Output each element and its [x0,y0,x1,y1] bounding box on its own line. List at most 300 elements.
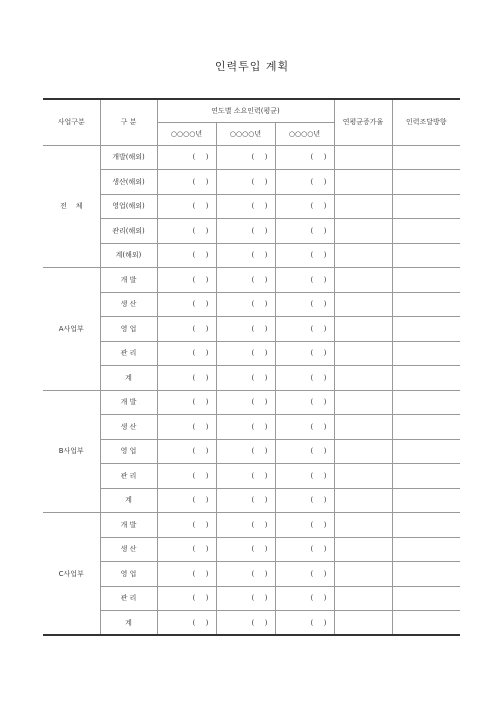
open-paren: ( [192,471,196,480]
close-paren: ) [205,471,209,480]
year-3-value-cell[interactable] [275,586,334,611]
year-1-value-cell[interactable] [157,439,216,464]
paren-pair [217,276,275,284]
open-paren: ( [310,324,314,333]
paren-pair [217,300,275,308]
growth-rate-cell[interactable] [334,586,392,611]
table-row [43,537,460,562]
paren-pair [276,153,334,161]
open-paren: ( [310,177,314,186]
table-row [43,292,460,317]
close-paren: ) [323,496,327,505]
close-paren: ) [264,349,268,358]
table-row [43,439,460,464]
close-paren: ) [323,275,327,284]
open-paren: ( [251,422,255,431]
paren-pair [158,447,216,455]
paren-pair [276,496,334,504]
category-cell: 영 업 [100,317,157,342]
paren-pair [276,398,334,406]
close-paren: ) [323,153,327,162]
header-year-1: ○○○○년 [157,122,216,145]
year-1-value-cell[interactable] [157,219,216,244]
category-cell: 계 [100,611,157,636]
growth-rate-cell[interactable] [334,390,392,415]
paren-pair [158,276,216,284]
header-procurement: 인력조달방향 [392,99,460,145]
close-paren: ) [205,618,209,627]
year-1-value-cell[interactable] [157,366,216,391]
category-cell: 계(해외) [100,243,157,268]
open-paren: ( [310,226,314,235]
open-paren: ( [251,594,255,603]
close-paren: ) [264,520,268,529]
table-row [43,415,460,440]
close-paren: ) [205,177,209,186]
close-paren: ) [264,594,268,603]
procurement-cell[interactable] [392,513,460,538]
close-paren: ) [264,251,268,260]
paren-pair [217,398,275,406]
growth-rate-cell[interactable] [334,268,392,293]
open-paren: ( [192,594,196,603]
close-paren: ) [264,373,268,382]
open-paren: ( [310,398,314,407]
close-paren: ) [205,324,209,333]
close-paren: ) [205,520,209,529]
open-paren: ( [251,153,255,162]
paren-pair [217,570,275,578]
year-1-value-cell[interactable] [157,268,216,293]
year-2-value-cell[interactable] [216,390,275,415]
procurement-cell[interactable] [392,586,460,611]
growth-rate-cell[interactable] [334,292,392,317]
paren-pair [158,570,216,578]
paren-pair [217,423,275,431]
close-paren: ) [264,471,268,480]
close-paren: ) [264,618,268,627]
paren-pair [217,153,275,161]
open-paren: ( [251,398,255,407]
division-cell: 전 체 [43,145,100,268]
division-cell: C사업부 [43,513,100,636]
year-1-value-cell[interactable] [157,170,216,195]
open-paren: ( [192,545,196,554]
year-2-value-cell[interactable] [216,586,275,611]
year-1-value-cell[interactable] [157,292,216,317]
close-paren: ) [205,398,209,407]
procurement-cell[interactable] [392,268,460,293]
open-paren: ( [192,349,196,358]
table-row [43,586,460,611]
close-paren: ) [205,226,209,235]
procurement-cell[interactable] [392,317,460,342]
paren-pair [158,545,216,553]
close-paren: ) [205,373,209,382]
category-cell: 개 발 [100,390,157,415]
procurement-cell[interactable] [392,219,460,244]
open-paren: ( [192,300,196,309]
procurement-cell[interactable] [392,390,460,415]
category-cell: 개발(해외) [100,145,157,170]
paren-pair [158,398,216,406]
year-3-value-cell[interactable] [275,268,334,293]
year-3-value-cell[interactable] [275,292,334,317]
growth-rate-cell[interactable] [334,513,392,538]
procurement-cell[interactable] [392,415,460,440]
table-row [43,268,460,293]
open-paren: ( [192,398,196,407]
paren-pair [276,545,334,553]
year-3-value-cell[interactable] [275,170,334,195]
procurement-cell[interactable] [392,488,460,513]
category-cell: 관리(해외) [100,219,157,244]
close-paren: ) [323,471,327,480]
open-paren: ( [251,349,255,358]
table-row [43,317,460,342]
open-paren: ( [251,545,255,554]
header-growth-rate: 연평균증가율 [334,99,392,145]
close-paren: ) [205,594,209,603]
open-paren: ( [192,275,196,284]
category-cell: 개 발 [100,268,157,293]
open-paren: ( [192,324,196,333]
table-row [43,341,460,366]
open-paren: ( [251,520,255,529]
close-paren: ) [264,153,268,162]
open-paren: ( [310,373,314,382]
open-paren: ( [251,447,255,456]
open-paren: ( [251,618,255,627]
procurement-cell[interactable] [392,562,460,587]
paren-pair [158,178,216,186]
procurement-cell[interactable] [392,439,460,464]
year-2-value-cell[interactable] [216,341,275,366]
procurement-cell[interactable] [392,170,460,195]
close-paren: ) [264,447,268,456]
year-1-value-cell[interactable] [157,415,216,440]
open-paren: ( [192,422,196,431]
open-paren: ( [192,226,196,235]
procurement-cell[interactable] [392,292,460,317]
close-paren: ) [323,594,327,603]
paren-pair [158,251,216,259]
growth-rate-cell[interactable] [334,464,392,489]
year-3-value-cell[interactable] [275,464,334,489]
paren-pair [217,202,275,210]
year-1-value-cell[interactable] [157,611,216,636]
table-row [43,390,460,415]
paren-pair [158,300,216,308]
close-paren: ) [205,447,209,456]
close-paren: ) [264,422,268,431]
paren-pair [217,227,275,235]
growth-rate-cell[interactable] [334,562,392,587]
growth-rate-cell[interactable] [334,366,392,391]
year-1-value-cell[interactable] [157,537,216,562]
table-row [43,562,460,587]
year-3-value-cell[interactable] [275,537,334,562]
year-2-value-cell[interactable] [216,488,275,513]
paren-pair [158,349,216,357]
open-paren: ( [192,202,196,211]
manpower-plan-table [43,98,460,636]
table-row [43,366,460,391]
open-paren: ( [251,324,255,333]
open-paren: ( [310,594,314,603]
paren-pair [217,447,275,455]
paren-pair [276,202,334,210]
open-paren: ( [310,153,314,162]
year-2-value-cell[interactable] [216,219,275,244]
year-2-value-cell[interactable] [216,611,275,636]
open-paren: ( [251,202,255,211]
category-cell: 영 업 [100,439,157,464]
year-2-value-cell[interactable] [216,292,275,317]
year-1-value-cell[interactable] [157,390,216,415]
paren-pair [217,251,275,259]
table-row [43,219,460,244]
page-title: 인력투입 계획 [214,60,290,73]
open-paren: ( [310,422,314,431]
year-2-value-cell[interactable] [216,268,275,293]
procurement-cell[interactable] [392,145,460,170]
paren-pair [217,545,275,553]
growth-rate-cell[interactable] [334,488,392,513]
year-2-value-cell[interactable] [216,537,275,562]
open-paren: ( [192,153,196,162]
close-paren: ) [323,300,327,309]
open-paren: ( [310,569,314,578]
close-paren: ) [205,300,209,309]
procurement-cell[interactable] [392,243,460,268]
table-row [43,170,460,195]
close-paren: ) [205,545,209,554]
close-paren: ) [205,153,209,162]
year-3-value-cell[interactable] [275,317,334,342]
year-3-value-cell[interactable] [275,194,334,219]
paren-pair [276,300,334,308]
growth-rate-cell[interactable] [334,317,392,342]
open-paren: ( [251,300,255,309]
category-cell: 영 업 [100,562,157,587]
close-paren: ) [205,496,209,505]
header-demand-group: 연도별 소요인력(평균) [157,99,334,122]
year-1-value-cell[interactable] [157,513,216,538]
category-cell: 생 산 [100,415,157,440]
year-2-value-cell[interactable] [216,317,275,342]
paren-pair [158,619,216,627]
year-3-value-cell[interactable] [275,145,334,170]
open-paren: ( [192,569,196,578]
open-paren: ( [310,520,314,529]
paren-pair [158,227,216,235]
category-cell: 계 [100,366,157,391]
plan-body [43,145,460,635]
paren-pair [217,496,275,504]
year-1-value-cell[interactable] [157,488,216,513]
year-2-value-cell[interactable] [216,562,275,587]
year-2-value-cell[interactable] [216,145,275,170]
close-paren: ) [205,422,209,431]
close-paren: ) [323,422,327,431]
year-1-value-cell[interactable] [157,464,216,489]
year-3-value-cell[interactable] [275,611,334,636]
procurement-cell[interactable] [392,464,460,489]
paren-pair [158,153,216,161]
year-3-value-cell[interactable] [275,415,334,440]
open-paren: ( [310,202,314,211]
year-3-value-cell[interactable] [275,243,334,268]
close-paren: ) [323,177,327,186]
year-2-value-cell[interactable] [216,170,275,195]
table-row [43,488,460,513]
paren-pair [158,521,216,529]
table-row [43,464,460,489]
close-paren: ) [323,251,327,260]
year-3-value-cell[interactable] [275,390,334,415]
open-paren: ( [251,496,255,505]
header-year-2: ○○○○년 [216,122,275,145]
open-paren: ( [251,373,255,382]
close-paren: ) [205,202,209,211]
close-paren: ) [323,447,327,456]
open-paren: ( [310,471,314,480]
header-division: 사업구분 [43,99,100,145]
paren-pair [158,325,216,333]
close-paren: ) [323,520,327,529]
open-paren: ( [192,520,196,529]
growth-rate-cell[interactable] [334,611,392,636]
year-2-value-cell[interactable] [216,366,275,391]
open-paren: ( [192,177,196,186]
close-paren: ) [264,275,268,284]
open-paren: ( [310,349,314,358]
year-2-value-cell[interactable] [216,464,275,489]
growth-rate-cell[interactable] [334,415,392,440]
growth-rate-cell[interactable] [334,537,392,562]
paren-pair [276,472,334,480]
procurement-cell[interactable] [392,537,460,562]
paren-pair [217,521,275,529]
header-year-3: ○○○○년 [275,122,334,145]
growth-rate-cell[interactable] [334,145,392,170]
close-paren: ) [205,569,209,578]
year-1-value-cell[interactable] [157,341,216,366]
close-paren: ) [323,569,327,578]
category-cell: 영업(해외) [100,194,157,219]
close-paren: ) [264,177,268,186]
procurement-cell[interactable] [392,341,460,366]
paren-pair [276,423,334,431]
growth-rate-cell[interactable] [334,170,392,195]
close-paren: ) [205,275,209,284]
year-3-value-cell[interactable] [275,366,334,391]
paren-pair [276,325,334,333]
close-paren: ) [323,398,327,407]
open-paren: ( [310,447,314,456]
growth-rate-cell[interactable] [334,341,392,366]
open-paren: ( [251,471,255,480]
year-3-value-cell[interactable] [275,488,334,513]
close-paren: ) [264,545,268,554]
growth-rate-cell[interactable] [334,219,392,244]
procurement-cell[interactable] [392,611,460,636]
procurement-cell[interactable] [392,366,460,391]
paren-pair [276,276,334,284]
category-cell: 개 발 [100,513,157,538]
paren-pair [276,521,334,529]
procurement-cell[interactable] [392,194,460,219]
year-3-value-cell[interactable] [275,341,334,366]
year-1-value-cell[interactable] [157,562,216,587]
close-paren: ) [323,618,327,627]
close-paren: ) [264,398,268,407]
year-1-value-cell[interactable] [157,586,216,611]
year-1-value-cell[interactable] [157,145,216,170]
open-paren: ( [192,618,196,627]
category-cell: 생 산 [100,292,157,317]
paren-pair [217,594,275,602]
category-cell: 관 리 [100,464,157,489]
close-paren: ) [323,349,327,358]
year-1-value-cell[interactable] [157,243,216,268]
close-paren: ) [323,202,327,211]
year-3-value-cell[interactable] [275,562,334,587]
growth-rate-cell[interactable] [334,243,392,268]
paren-pair [158,423,216,431]
year-2-value-cell[interactable] [216,415,275,440]
open-paren: ( [192,447,196,456]
close-paren: ) [323,373,327,382]
year-3-value-cell[interactable] [275,439,334,464]
paren-pair [276,349,334,357]
paren-pair [276,570,334,578]
growth-rate-cell[interactable] [334,439,392,464]
close-paren: ) [264,202,268,211]
year-2-value-cell[interactable] [216,194,275,219]
close-paren: ) [205,349,209,358]
category-cell: 관 리 [100,586,157,611]
open-paren: ( [192,251,196,260]
paren-pair [217,619,275,627]
year-3-value-cell[interactable] [275,219,334,244]
year-2-value-cell[interactable] [216,513,275,538]
year-1-value-cell[interactable] [157,317,216,342]
close-paren: ) [264,569,268,578]
open-paren: ( [310,275,314,284]
year-2-value-cell[interactable] [216,243,275,268]
open-paren: ( [251,569,255,578]
table-row [43,243,460,268]
year-2-value-cell[interactable] [216,439,275,464]
close-paren: ) [264,300,268,309]
table-row [43,611,460,636]
category-cell: 생 산 [100,537,157,562]
paren-pair [158,594,216,602]
open-paren: ( [310,545,314,554]
growth-rate-cell[interactable] [334,194,392,219]
close-paren: ) [323,226,327,235]
open-paren: ( [310,496,314,505]
open-paren: ( [251,177,255,186]
year-1-value-cell[interactable] [157,194,216,219]
category-cell: 관 리 [100,341,157,366]
year-3-value-cell[interactable] [275,513,334,538]
paren-pair [276,619,334,627]
paren-pair [158,202,216,210]
category-cell: 계 [100,488,157,513]
